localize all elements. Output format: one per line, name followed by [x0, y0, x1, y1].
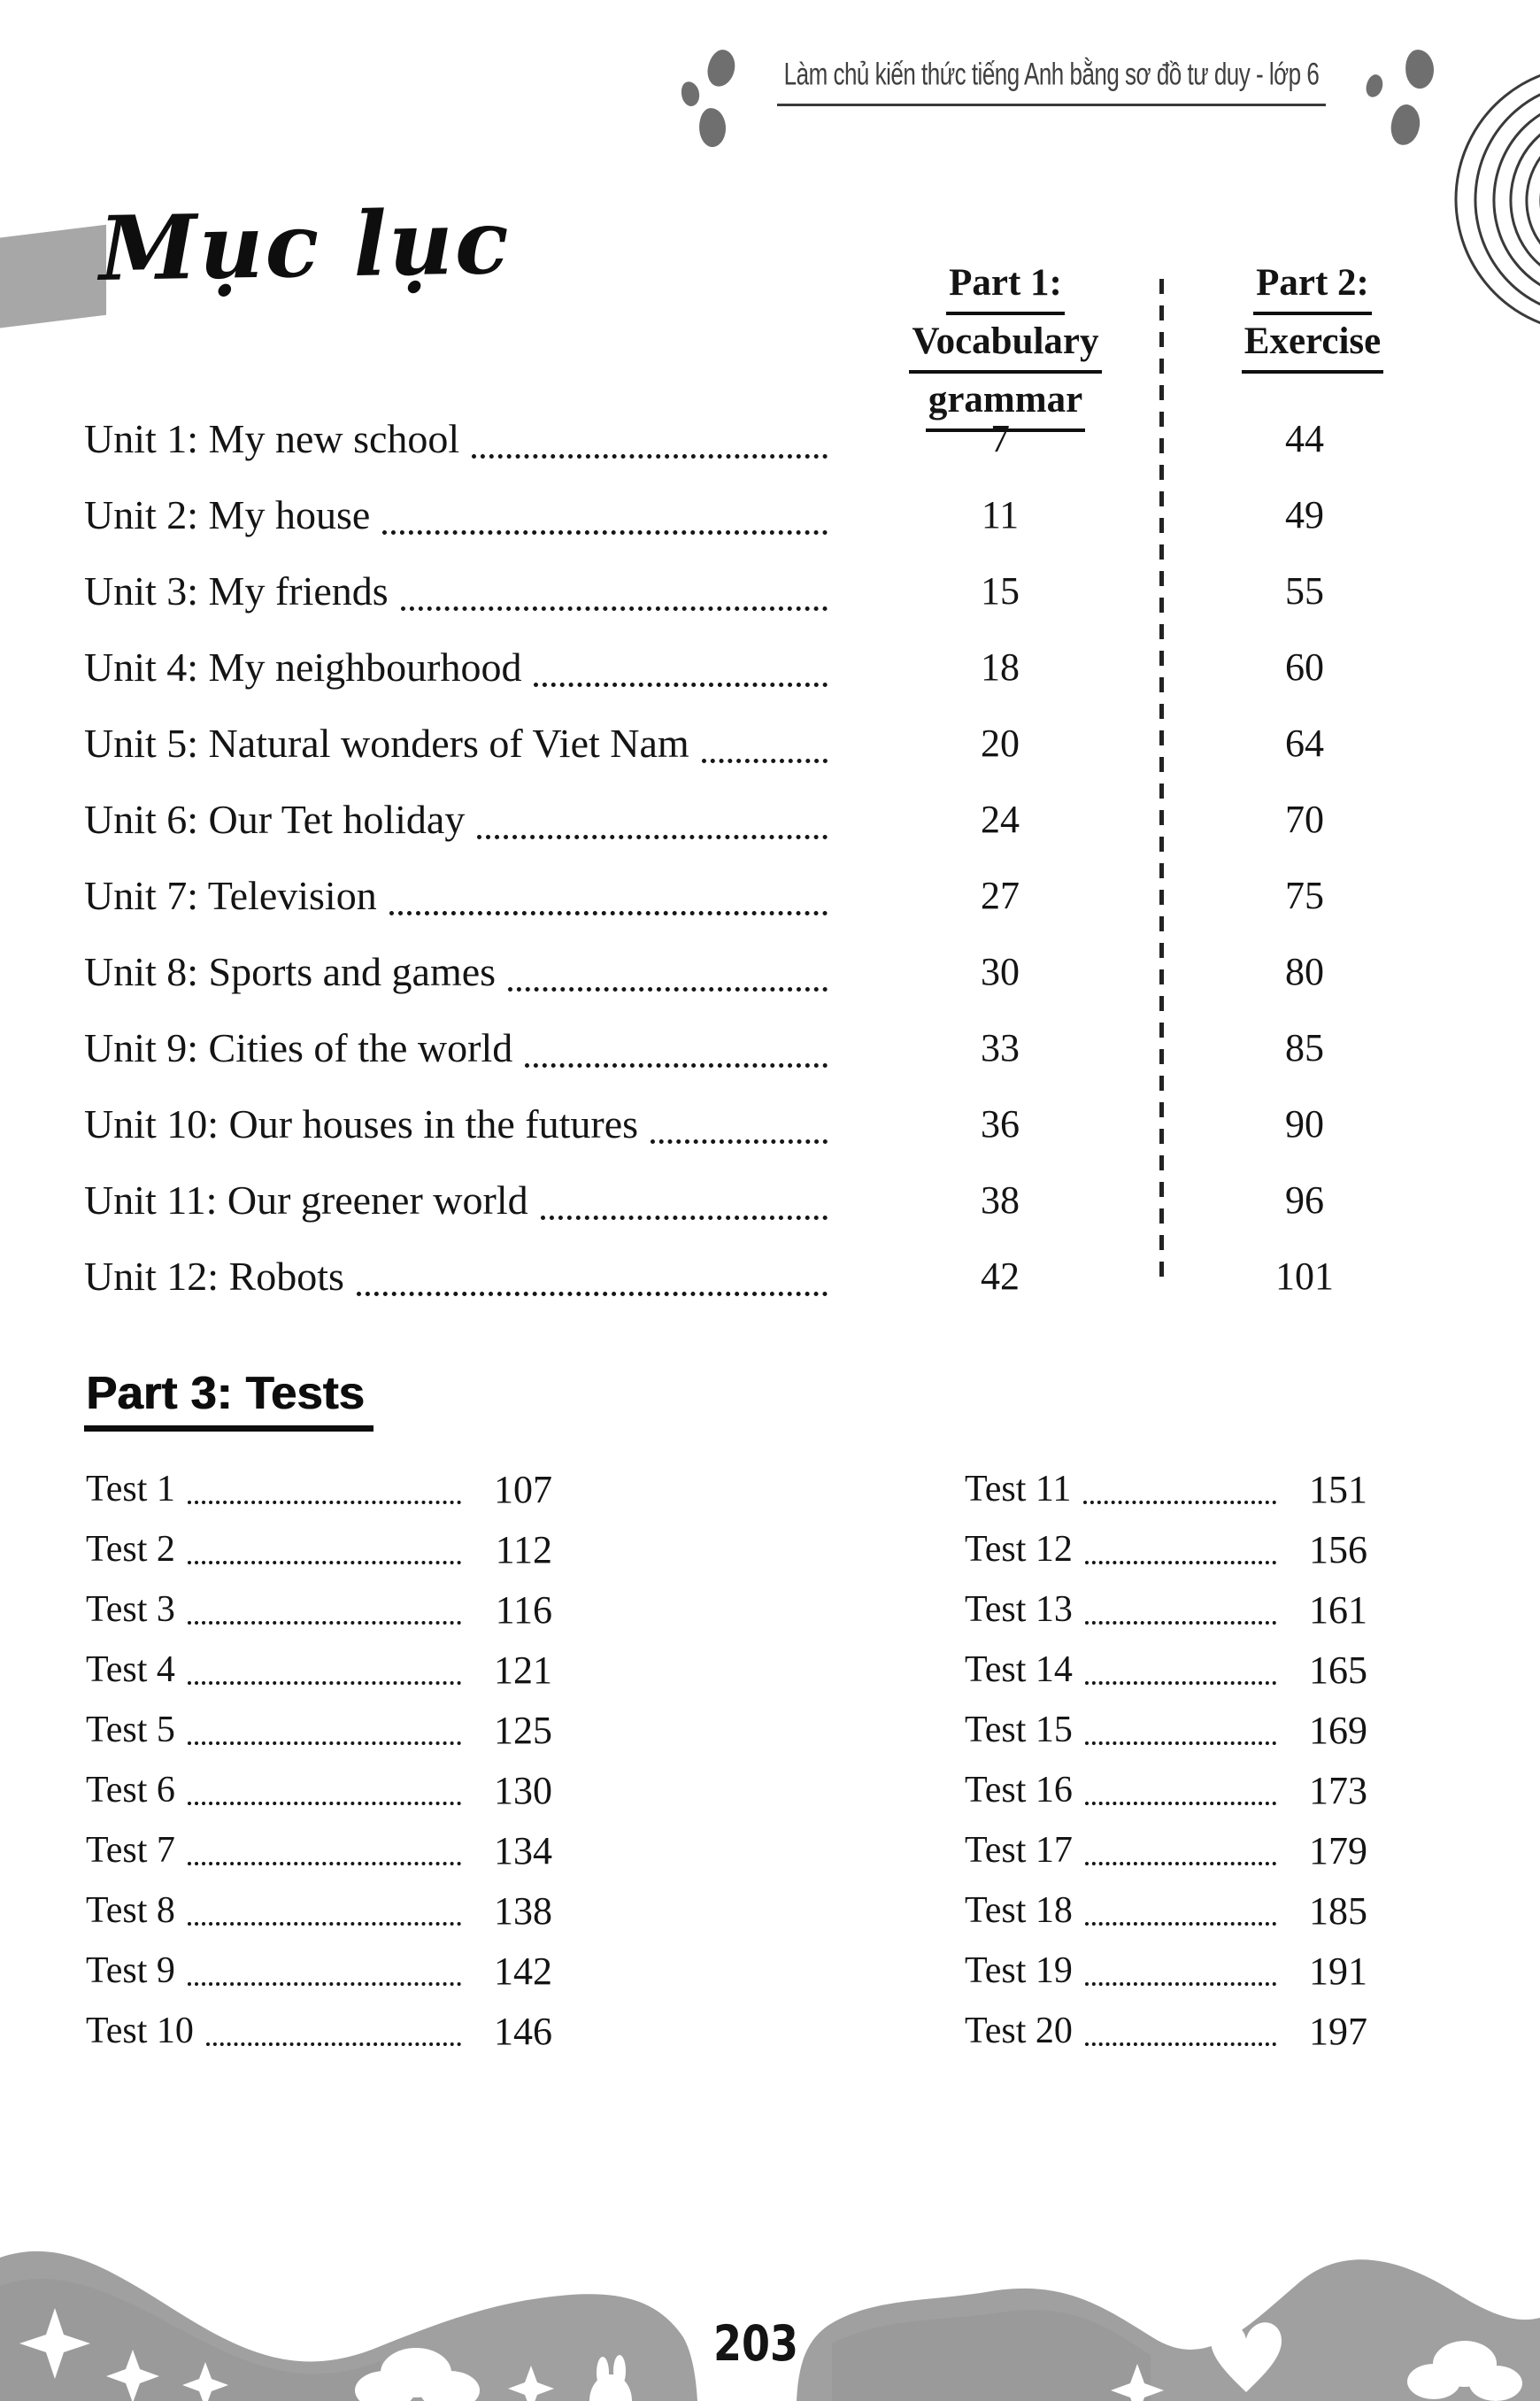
unit-label: Unit 11: Our greener world	[84, 1177, 528, 1223]
test-page-number: 138	[494, 1888, 552, 1933]
unit-row	[84, 400, 828, 476]
part2-page-number: 60	[1285, 645, 1324, 689]
unit-label: Unit 12: Robots	[84, 1253, 344, 1299]
test-dots-leader	[1085, 1715, 1276, 1745]
test-label: Test 19	[965, 1950, 1073, 1991]
unit-label: Unit 3: My friends	[84, 567, 389, 614]
unit-dots-leader	[651, 1104, 828, 1144]
unit-dots-leader	[389, 876, 828, 915]
test-label: Test 17	[965, 1830, 1073, 1871]
page-number: 203	[713, 2314, 799, 2373]
part2-header-line1: Part 2:	[1253, 257, 1372, 315]
unit-row	[84, 1085, 828, 1162]
corner-arcs-icon	[1447, 62, 1540, 354]
test-page-number: 116	[495, 1587, 552, 1632]
unit-row	[84, 781, 828, 857]
test-page-number: 156	[1309, 1527, 1367, 1571]
part2-page-number: 96	[1285, 1177, 1324, 1222]
part3-heading: Part 3: Tests	[84, 1367, 373, 1432]
test-page-number: 151	[1309, 1467, 1367, 1511]
test-row	[965, 1880, 1367, 1941]
test-dots-leader	[1085, 2016, 1276, 2046]
test-row	[86, 2001, 552, 2061]
unit-dots-leader	[382, 495, 828, 535]
test-dots-leader	[1085, 1655, 1276, 1685]
part2-header-line2: Exercise	[1242, 315, 1383, 374]
unit-dots-leader	[525, 1028, 828, 1068]
test-label: Test 8	[86, 1890, 175, 1931]
unit-row	[84, 857, 828, 933]
test-page-number: 169	[1309, 1708, 1367, 1752]
test-page-number: 146	[494, 2009, 552, 2053]
part1-header-line3: grammar	[926, 374, 1085, 432]
test-label: Test 7	[86, 1830, 175, 1871]
test-row	[965, 1579, 1367, 1640]
test-page-number: 165	[1309, 1648, 1367, 1692]
part2-page-number: 70	[1285, 797, 1324, 841]
part2-page-number: 64	[1285, 721, 1324, 765]
unit-label: Unit 8: Sports and games	[84, 948, 497, 994]
part1-page-number: 18	[981, 645, 1020, 689]
unit-label: Unit 7: Television	[84, 872, 377, 918]
part2-page-number: 80	[1285, 949, 1324, 993]
tests-left-column	[86, 1459, 552, 2061]
test-label: Test 10	[86, 2011, 194, 2051]
test-label: Test 9	[86, 1950, 175, 1991]
test-page-number: 179	[1309, 1828, 1367, 1872]
test-dots-leader	[1085, 1594, 1276, 1625]
part2-page-number: 85	[1285, 1025, 1324, 1069]
test-page-number: 125	[494, 1708, 552, 1752]
part2-header	[1237, 257, 1388, 374]
unit-dots-leader	[702, 723, 828, 763]
unit-row	[84, 1162, 828, 1238]
test-label: Test 12	[965, 1529, 1073, 1570]
test-row	[86, 1579, 552, 1640]
part1-numbers-column	[938, 400, 1062, 1314]
test-label: Test 6	[86, 1770, 175, 1810]
test-row	[965, 1459, 1367, 1519]
part1-page-number: 15	[981, 568, 1020, 613]
test-dots-leader	[188, 1594, 461, 1625]
part1-page-number: 38	[981, 1177, 1020, 1222]
test-dots-leader	[188, 1775, 461, 1805]
test-row	[86, 1941, 552, 2001]
test-label: Test 15	[965, 1710, 1073, 1750]
test-label: Test 18	[965, 1890, 1073, 1931]
test-label: Test 4	[86, 1649, 175, 1690]
unit-row	[84, 933, 828, 1009]
test-page-number: 191	[1309, 1949, 1367, 1993]
header-tagline-underline	[777, 56, 1326, 106]
unit-label: Unit 4: My neighbourhood	[84, 644, 522, 690]
header-tagline: Làm chủ kiến thức tiếng Anh bằng sơ đồ tư duy - lớp 6	[783, 56, 1320, 92]
unit-row	[84, 705, 828, 781]
unit-dots-leader	[534, 647, 828, 687]
test-dots-leader	[188, 1956, 461, 1986]
test-dots-leader	[1085, 1534, 1276, 1564]
pebble-dot-icon	[679, 80, 703, 108]
unit-row	[84, 552, 828, 629]
unit-label: Unit 2: My house	[84, 491, 371, 537]
pebble-dot-icon	[1390, 103, 1422, 146]
unit-dots-leader	[508, 952, 828, 992]
test-page-number: 197	[1309, 2009, 1367, 2053]
unit-row	[84, 629, 828, 705]
test-page-number: 112	[495, 1527, 552, 1571]
test-label: Test 14	[965, 1649, 1073, 1690]
test-label: Test 20	[965, 2011, 1073, 2051]
part1-header-line1: Part 1:	[946, 257, 1065, 315]
part2-page-number: 90	[1285, 1101, 1324, 1146]
part2-page-number: 101	[1275, 1254, 1334, 1298]
pebble-dot-icon	[697, 107, 728, 149]
units-list	[84, 400, 828, 1314]
test-page-number: 107	[494, 1467, 552, 1511]
tests-right-column	[965, 1459, 1367, 2061]
unit-label: Unit 1: My new school	[84, 415, 460, 461]
test-dots-leader	[188, 1895, 461, 1926]
test-label: Test 11	[965, 1469, 1072, 1509]
test-dots-leader	[188, 1655, 461, 1685]
test-label: Test 2	[86, 1529, 175, 1570]
unit-row	[84, 476, 828, 552]
test-row	[965, 1519, 1367, 1579]
test-page-number: 121	[494, 1648, 552, 1692]
part1-page-number: 42	[981, 1254, 1020, 1298]
test-row	[965, 1700, 1367, 1760]
part2-page-number: 75	[1285, 873, 1324, 917]
part1-page-number: 7	[990, 416, 1010, 460]
unit-dots-leader	[541, 1180, 828, 1220]
unit-label: Unit 6: Our Tet holiday	[84, 796, 466, 842]
test-row	[86, 1640, 552, 1700]
test-page-number: 161	[1309, 1587, 1367, 1632]
page-title: Mục lục	[98, 189, 512, 302]
test-page-number: 185	[1309, 1888, 1367, 1933]
part1-page-number: 33	[981, 1025, 1020, 1069]
test-label: Test 1	[86, 1469, 175, 1509]
test-row	[965, 1941, 1367, 2001]
test-row	[965, 1640, 1367, 1700]
pebble-dot-icon	[1403, 48, 1436, 90]
test-row	[965, 1760, 1367, 1820]
part2-page-number: 55	[1285, 568, 1324, 613]
test-dots-leader	[1085, 1775, 1276, 1805]
unit-label: Unit 5: Natural wonders of Viet Nam	[84, 720, 689, 766]
test-dots-leader	[188, 1715, 461, 1745]
column-divider-dashed-line	[1159, 279, 1164, 1279]
test-row	[86, 1820, 552, 1880]
test-label: Test 16	[965, 1770, 1073, 1810]
test-label: Test 13	[965, 1589, 1073, 1630]
test-dots-leader	[206, 2016, 461, 2046]
pebble-dot-icon	[705, 48, 738, 89]
part2-numbers-column	[1243, 400, 1367, 1314]
test-page-number: 134	[494, 1828, 552, 1872]
test-page-number: 142	[494, 1949, 552, 1993]
pebble-dot-icon	[1364, 73, 1384, 98]
test-row	[86, 1700, 552, 1760]
test-dots-leader	[1085, 1956, 1276, 1986]
test-row	[86, 1880, 552, 1941]
part1-page-number: 24	[981, 797, 1020, 841]
unit-label: Unit 9: Cities of the world	[84, 1024, 513, 1070]
test-row	[86, 1519, 552, 1579]
test-label: Test 3	[86, 1589, 175, 1630]
test-row	[965, 2001, 1367, 2061]
part1-header-line2: Vocabulary	[909, 315, 1101, 374]
part2-page-number: 44	[1285, 416, 1324, 460]
part1-page-number: 20	[981, 721, 1020, 765]
title-accent-slab	[0, 225, 106, 329]
unit-dots-leader	[357, 1256, 828, 1296]
test-page-number: 130	[494, 1768, 552, 1812]
unit-dots-leader	[477, 799, 828, 839]
unit-dots-leader	[472, 419, 828, 459]
test-dots-leader	[1085, 1835, 1276, 1865]
test-dots-leader	[1083, 1474, 1276, 1504]
unit-row	[84, 1238, 828, 1314]
unit-dots-leader	[401, 571, 828, 611]
footer-wave-band	[0, 2224, 1540, 2401]
unit-row	[84, 1009, 828, 1085]
test-dots-leader	[1085, 1895, 1276, 1926]
part1-page-number: 11	[981, 492, 1020, 537]
part1-page-number: 36	[981, 1101, 1020, 1146]
test-dots-leader	[188, 1474, 461, 1504]
part1-page-number: 30	[981, 949, 1020, 993]
test-row	[86, 1459, 552, 1519]
test-dots-leader	[188, 1835, 461, 1865]
unit-label: Unit 10: Our houses in the futures	[84, 1100, 639, 1146]
part1-page-number: 27	[981, 873, 1020, 917]
test-dots-leader	[188, 1534, 461, 1564]
test-page-number: 173	[1309, 1768, 1367, 1812]
test-label: Test 5	[86, 1710, 175, 1750]
test-row	[965, 1820, 1367, 1880]
part2-page-number: 49	[1285, 492, 1324, 537]
test-row	[86, 1760, 552, 1820]
